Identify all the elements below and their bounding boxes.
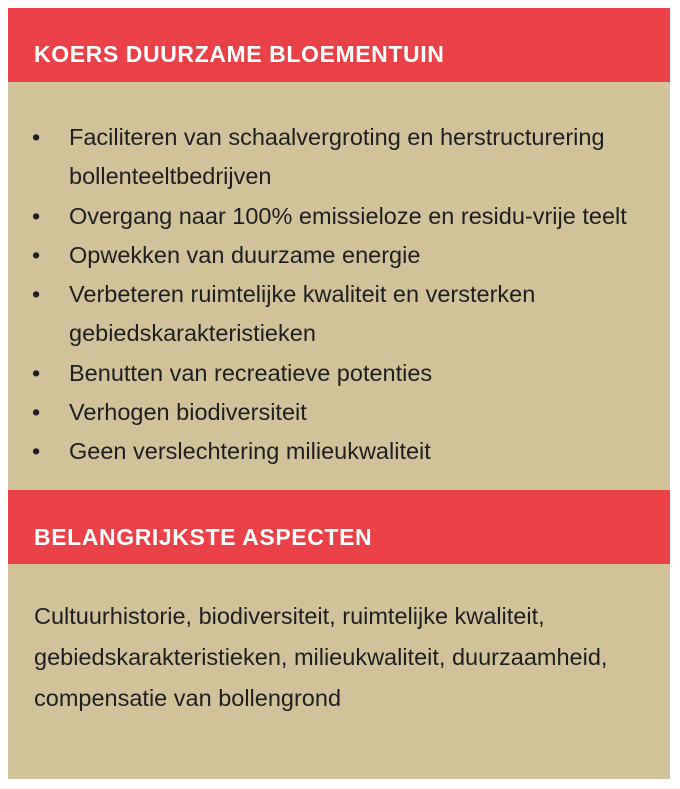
bullet-icon: •	[32, 124, 41, 150]
bullet-icon: •	[32, 399, 41, 426]
section-title-koers: KOERS DUURZAME BLOEMENTUIN	[34, 40, 445, 67]
aspecten-text: Cultuurhistorie, biodiversiteit, ruimtelijke kwaliteit, gebiedskarakteristieken, milieukwaliteit, duurzaamheid, compensatie van bollengrond	[34, 602, 608, 711]
list-item-text: Verhogen biodiversiteit	[69, 399, 307, 426]
info-box	[8, 8, 670, 779]
section-header-koers	[8, 8, 670, 82]
list-item	[32, 432, 650, 471]
list-item	[32, 275, 650, 354]
list-item	[32, 118, 650, 197]
list-item	[32, 236, 650, 275]
list-item-text: Opwekken van duurzame energie	[69, 241, 421, 268]
bullet-icon: •	[32, 241, 41, 268]
list-item-text: Overgang naar 100% emissieloze en residu-vrije teelt	[69, 202, 627, 229]
list-item-text: Verbeteren ruimtelijke kwaliteit en versterken gebiedskarakteristieken	[69, 281, 536, 347]
bullet-icon: •	[32, 438, 41, 465]
section-title-aspecten: BELANGRIJKSTE ASPECTEN	[34, 524, 373, 551]
list-item	[32, 354, 650, 393]
bullet-icon: •	[32, 359, 41, 386]
list-item	[32, 197, 650, 236]
list-item-text: Faciliteren van schaalvergroting en herstructurering bollenteeltbedrijven	[69, 124, 605, 190]
bullet-icon: •	[32, 281, 41, 308]
list-item-text: Benutten van recreatieve potenties	[69, 359, 433, 386]
list-item	[32, 393, 650, 432]
koers-bullet-list	[8, 82, 670, 490]
list-item-text: Geen verslechtering milieukwaliteit	[69, 438, 431, 465]
section-header-aspecten	[8, 490, 670, 564]
bullet-icon: •	[32, 202, 41, 229]
